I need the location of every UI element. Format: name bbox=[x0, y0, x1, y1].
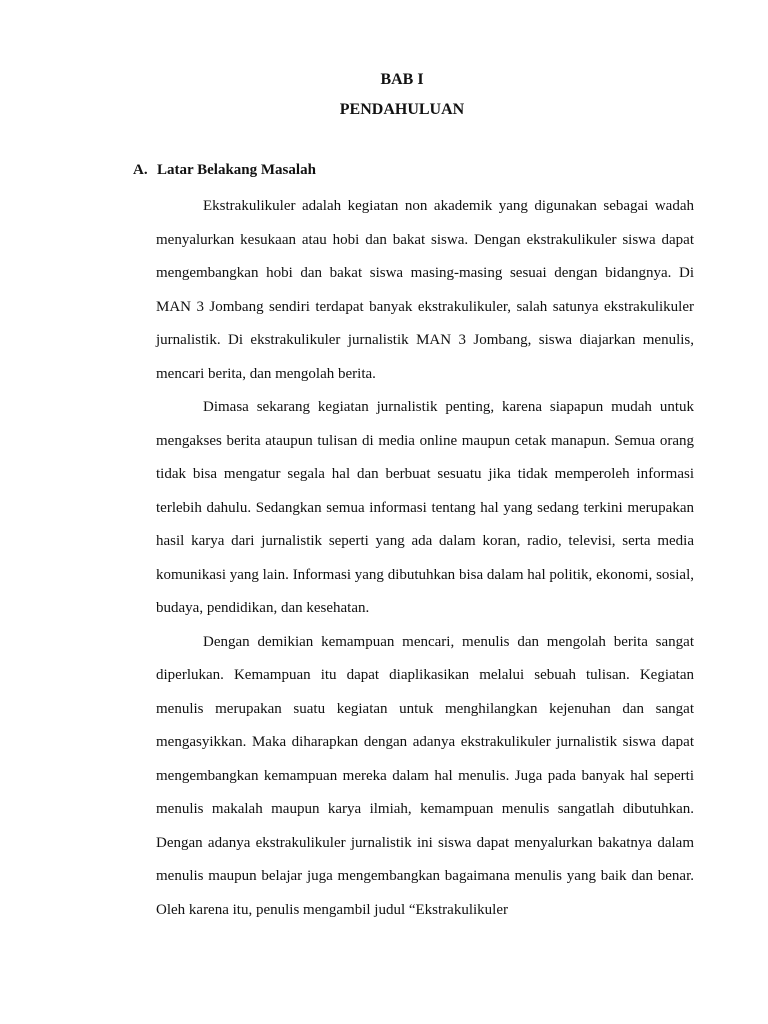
section-heading bbox=[133, 160, 316, 180]
section-marker: A. bbox=[133, 162, 148, 178]
section-title: Latar Belakang Masalah bbox=[157, 162, 316, 178]
chapter-title: PENDAHULUAN bbox=[339, 101, 465, 118]
chapter-number: BAB I bbox=[380, 71, 424, 88]
body-text bbox=[156, 190, 694, 927]
paragraph: Ekstrakulikuler adalah kegiatan non akademik yang digunakan sebagai wadah menyalurkan kesukaan atau hobi dan bakat siswa. Dengan ekstrakulikuler siswa dapat mengembangkan hobi dan bakat siswa masing-masing sesuai dengan bidangnya. Di MAN 3 Jombang sendiri terdapat banyak ekstrakulikuler, salah satunya ekstrakulikuler jurnalistik. Di ekstrakulikuler jurnalistik MAN 3 Jombang, siswa diajarkan menulis, mencari berita, dan mengolah berita. bbox=[156, 198, 694, 382]
paragraph: Dengan demikian kemampuan mencari, menulis dan mengolah berita sangat diperlukan. Kemampuan itu dapat diaplikasikan melalui sebuah tulisan. Kegiatan menulis merupakan suatu kegiatan untuk menghilangkan kejenuhan dan sangat mengasyikkan. Maka diharapkan dengan adanya ekstrakulikuler jurnalistik siswa dapat mengembangkan kemampuan mereka dalam hal menulis. Juga pada banyak hal seperti menulis makalah maupun karya ilmiah, kemampuan menulis sangatlah dibutuhkan. Dengan adanya ekstrakulikuler jurnalistik ini siswa dapat menyalurkan bakatnya dalam menulis maupun belajar juga mengembangkan bagaimana menulis yang baik dan benar. Oleh karena itu, penulis mengambil judul “Ekstrakulikuler bbox=[156, 633, 694, 918]
paragraph: Dimasa sekarang kegiatan jurnalistik penting, karena siapapun mudah untuk mengakses berita ataupun tulisan di media online maupun cetak manapun. Semua orang tidak bisa mengatur segala hal dan berbuat sesuatu jika tidak memperoleh informasi terlebih dahulu. Sedangkan semua informasi tentang hal yang sedang terkini merupakan hasil karya dari jurnalistik seperti yang ada dalam koran, radio, televisi, serta media komunikasi yang lain. Informasi yang dibutuhkan bisa dalam hal politik, ekonomi, sosial, budaya, pendidikan, dan kesehatan. bbox=[156, 399, 694, 616]
